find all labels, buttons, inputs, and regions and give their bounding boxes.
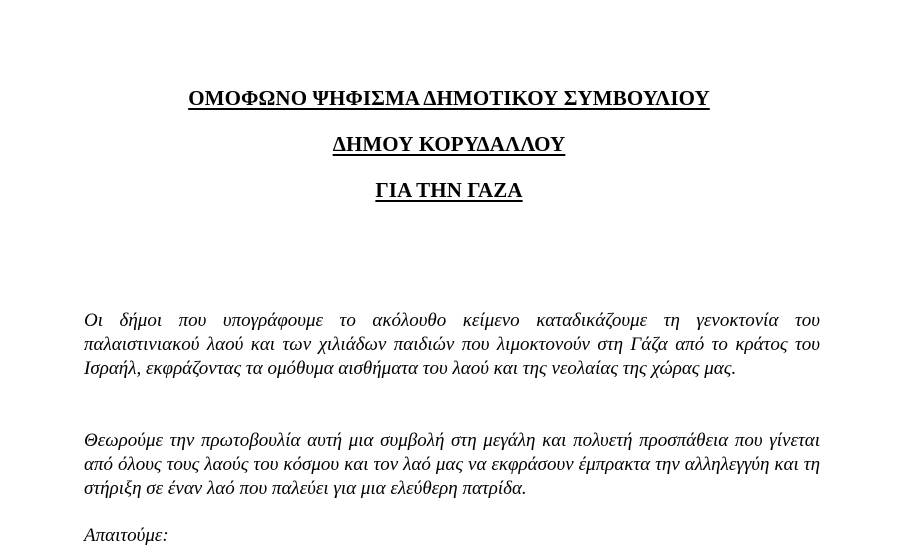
- subject-title: ΓΙΑ ΤΗΝ ΓΑΖΑ: [375, 178, 523, 202]
- paragraph-solidarity: Θεωρούμε την πρωτοβουλία αυτή μια συμβολή στη μεγάλη και πολυετή προσπάθεια που γίνεται από όλους τους λαούς του κόσμου και τον λαό μας να εκφράσουν έμπρακτα την αλληλεγγύη και τη στήριξη σε έναν λαό που παλεύει για μια ελεύθερη πατρίδα.: [84, 430, 820, 499]
- municipality-title: ΔΗΜΟΥ ΚΟΡΥΔΑΛΛΟΥ: [332, 132, 566, 156]
- paragraph-condemnation: Οι δήμοι που υπογράφουμε το ακόλουθο κείμενο καταδικάζουμε τη γενοκτονία του παλαιστινιακού λαού και των χιλιάδων παιδιών που λιμοκτονούν στη Γάζα από το κράτος του Ισραήλ, εκφράζοντας τα ομόθυμα αισθήματα του λαού και της νεολαίας της χώρας μας.: [84, 310, 820, 379]
- paragraph-demands-intro: Απαιτούμε:: [84, 525, 169, 546]
- resolution-title: ΟΜΟΦΩΝΟ ΨΗΦΙΣΜΑ ΔΗΜΟΤΙΚΟΥ ΣΥΜΒΟΥΛΙΟΥ: [188, 86, 710, 110]
